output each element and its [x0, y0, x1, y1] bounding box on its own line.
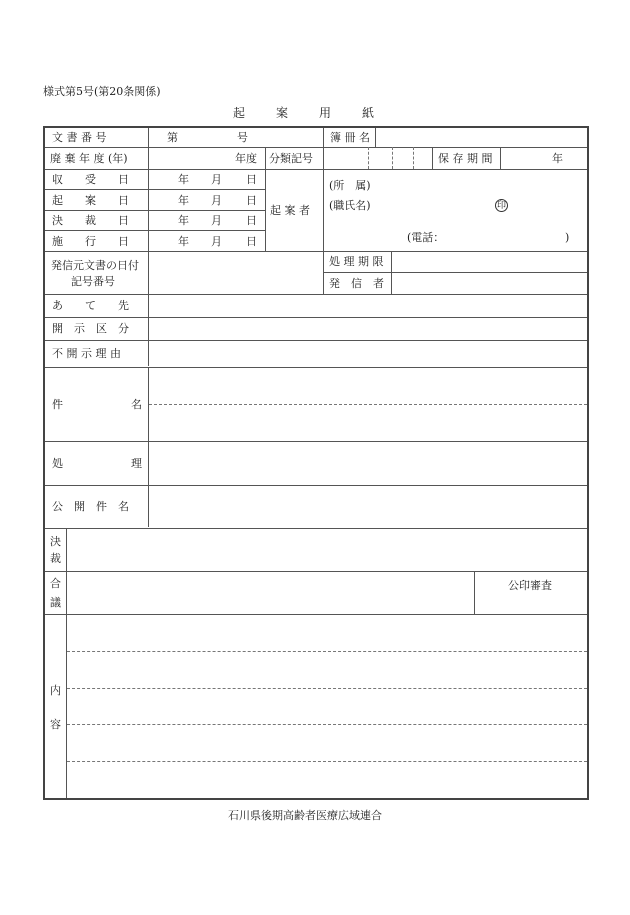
col-line [148, 128, 149, 366]
row-line [45, 571, 587, 572]
doc-number-label: 文 書 番 号 [52, 131, 107, 144]
classification-label: 分類記号 [269, 152, 313, 165]
row-line [45, 340, 587, 341]
doc-number-prefix: 第 [167, 131, 178, 144]
col-line [66, 528, 67, 798]
ledger-name-label: 簿 冊 名 [330, 131, 370, 144]
form-number: 様式第5号(第20条関係) [43, 85, 161, 98]
date-month: 月 [211, 214, 222, 227]
enforce-date-label: 施 行 日 [52, 235, 129, 248]
content-label-1: 内 [50, 684, 61, 697]
row-line [45, 485, 587, 486]
row-line [45, 317, 587, 318]
retention-unit: 年 [552, 152, 563, 165]
row-line [45, 367, 587, 368]
seal-review-label: 公印審査 [508, 579, 552, 592]
col-line [391, 251, 392, 294]
date-month: 月 [211, 194, 222, 207]
disposal-year-label: 廃 棄 年 度 (年) [50, 152, 128, 165]
date-year: 年 [178, 235, 189, 248]
form-frame [43, 126, 589, 800]
col-line [148, 367, 149, 527]
col-line [323, 251, 324, 294]
date-day: 日 [246, 235, 257, 248]
content-dashed-line [67, 688, 587, 689]
gougi-label-1: 合 [50, 577, 61, 590]
processing-label-2: 理 [131, 457, 142, 470]
disclosure-label: 開 示 区 分 [52, 322, 129, 335]
retention-label: 保 存 期 間 [438, 152, 493, 165]
date-year: 年 [178, 173, 189, 186]
row-line [323, 272, 587, 273]
draft-date-label: 起 案 日 [52, 194, 129, 207]
date-day: 日 [246, 173, 257, 186]
date-month: 月 [211, 235, 222, 248]
phone-close: ) [565, 231, 570, 244]
name-label: (職氏名) [329, 199, 371, 212]
row-line [45, 147, 587, 148]
content-dashed-line [67, 651, 587, 652]
class-divider [413, 147, 414, 169]
phone-label: (電話： [407, 231, 445, 244]
seal-mark-icon: 印 [496, 201, 506, 211]
processing-label-1: 処 [52, 457, 63, 470]
kessai-label-2: 裁 [50, 552, 61, 565]
row-line [45, 169, 587, 170]
col-line [500, 147, 501, 169]
col-line [432, 147, 433, 169]
gougi-label-2: 議 [50, 596, 61, 609]
date-month: 月 [211, 173, 222, 186]
sender-number-label: 記号番号 [71, 275, 115, 288]
date-year: 年 [178, 214, 189, 227]
col-line [474, 571, 475, 614]
fiscal-year-suffix: 年度 [235, 152, 257, 165]
col-line [375, 128, 376, 148]
col-line [323, 128, 324, 148]
receipt-date-label: 収 受 日 [52, 173, 129, 186]
content-label-2: 容 [50, 718, 61, 731]
public-subject-label: 公 開 件 名 [52, 500, 129, 513]
drafter-label: 起 案 者 [270, 204, 310, 217]
content-dashed-line [67, 724, 587, 725]
sender-date-label: 発信元文書の日付 [51, 259, 139, 272]
content-dashed-line [67, 761, 587, 762]
row-line [45, 189, 265, 190]
footer-organization: 石川県後期高齢者医療広域連合 [228, 809, 382, 822]
decision-date-label: 決 裁 日 [52, 214, 129, 227]
addressee-label: あ て 先 [52, 299, 129, 312]
kessai-label-1: 決 [50, 535, 61, 548]
subject-dashed-line [149, 404, 587, 405]
class-divider [368, 147, 369, 169]
col-line [323, 169, 324, 251]
sender-label: 発 信 者 [329, 277, 384, 290]
row-line [45, 528, 587, 529]
doc-number-suffix: 号 [237, 131, 248, 144]
row-line [45, 441, 587, 442]
date-year: 年 [178, 194, 189, 207]
date-day: 日 [246, 194, 257, 207]
subject-label-2: 名 [131, 398, 142, 411]
deadline-label: 処 理 期 限 [329, 255, 384, 268]
nondisclosure-label: 不 開 示 理 由 [52, 347, 121, 360]
row-line [45, 230, 265, 231]
col-line [323, 147, 324, 169]
row-line [45, 251, 587, 252]
page-title: 起案用紙 [233, 106, 406, 120]
subject-label-1: 件 [52, 398, 63, 411]
col-line [265, 147, 266, 251]
row-line [45, 210, 265, 211]
affiliation-label: (所 属) [329, 179, 371, 192]
row-line [45, 614, 587, 615]
class-divider [392, 147, 393, 169]
row-line [45, 294, 587, 295]
date-day: 日 [246, 214, 257, 227]
